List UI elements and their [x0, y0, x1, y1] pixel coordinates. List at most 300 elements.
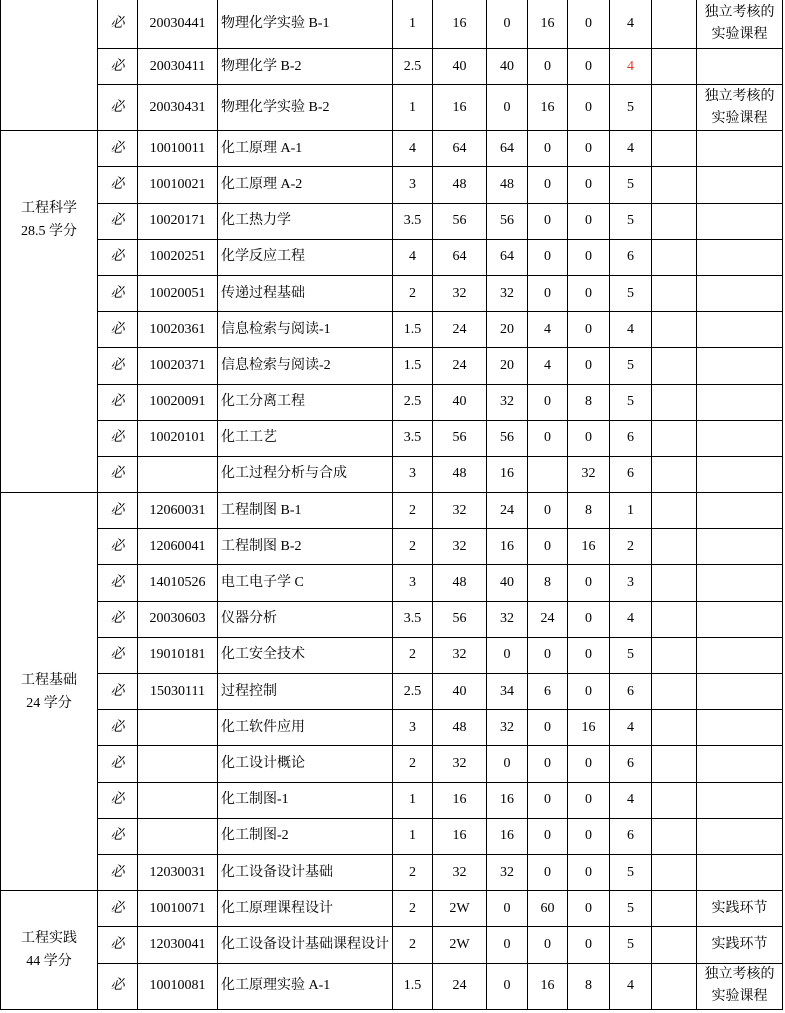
- remarks-cell: [697, 783, 783, 819]
- semester-cell: 5: [610, 385, 652, 421]
- credits-cell: 3: [393, 565, 433, 601]
- practice-hours-cell: 0: [568, 167, 610, 203]
- lab-hours-cell: 0: [528, 385, 568, 421]
- lab-hours-cell: 0: [528, 167, 568, 203]
- semester-cell: 4: [610, 964, 652, 1010]
- remarks-cell: [697, 927, 783, 963]
- course-code-cell: 10020101: [138, 421, 218, 457]
- course-name-cell: 化学反应工程: [218, 240, 393, 276]
- total-hours-cell: 40: [433, 385, 487, 421]
- total-hours-cell: 64: [433, 240, 487, 276]
- requirement-cell: 必: [98, 855, 138, 891]
- course-code-cell: 14010526: [138, 565, 218, 601]
- practice-hours-cell: 8: [568, 964, 610, 1010]
- remarks-cell: [697, 674, 783, 710]
- blank-cell: [652, 85, 697, 131]
- course-name-cell: 化工安全技术: [218, 638, 393, 674]
- remarks-cell: [697, 131, 783, 167]
- course-code-cell: 12060031: [138, 493, 218, 529]
- course-code-cell: 12030041: [138, 927, 218, 963]
- blank-cell: [652, 746, 697, 782]
- semester-cell: 6: [610, 746, 652, 782]
- lab-hours-cell: [528, 457, 568, 493]
- total-hours-cell: 2W: [433, 927, 487, 963]
- remarks-cell: [697, 529, 783, 565]
- course-code-cell: 20030441: [138, 0, 218, 49]
- requirement-cell: 必: [98, 710, 138, 746]
- course-code-cell: 12060041: [138, 529, 218, 565]
- requirement-cell: 必: [98, 0, 138, 49]
- total-hours-cell: 24: [433, 348, 487, 384]
- blank-cell: [652, 891, 697, 927]
- lab-hours-cell: 16: [528, 0, 568, 49]
- remarks-cell: [697, 565, 783, 601]
- course-code-cell: 10020051: [138, 276, 218, 312]
- total-hours-cell: 32: [433, 638, 487, 674]
- semester-cell: 6: [610, 421, 652, 457]
- course-code-cell: 10010011: [138, 131, 218, 167]
- blank-cell: [652, 674, 697, 710]
- practice-hours-cell: 0: [568, 602, 610, 638]
- practice-hours-cell: 0: [568, 348, 610, 384]
- blank-cell: [652, 529, 697, 565]
- course-code-cell: 10020371: [138, 348, 218, 384]
- remarks-cell: [697, 493, 783, 529]
- course-name-cell: 化工软件应用: [218, 710, 393, 746]
- total-hours-cell: 16: [433, 85, 487, 131]
- lecture-hours-cell: 64: [487, 240, 528, 276]
- credits-cell: 4: [393, 240, 433, 276]
- total-hours-cell: 32: [433, 746, 487, 782]
- total-hours-cell: 24: [433, 312, 487, 348]
- blank-cell: [652, 927, 697, 963]
- course-code-cell: [138, 783, 218, 819]
- requirement-cell: 必: [98, 493, 138, 529]
- requirement-cell: 必: [98, 819, 138, 855]
- lecture-hours-cell: 32: [487, 276, 528, 312]
- total-hours-cell: 56: [433, 204, 487, 240]
- requirement-cell: 必: [98, 276, 138, 312]
- credits-cell: 2: [393, 927, 433, 963]
- lab-hours-cell: 0: [528, 240, 568, 276]
- lab-hours-cell: 6: [528, 674, 568, 710]
- semester-cell: 5: [610, 85, 652, 131]
- blank-cell: [652, 819, 697, 855]
- credits-cell: 4: [393, 131, 433, 167]
- course-code-cell: 20030411: [138, 49, 218, 85]
- lab-hours-cell: 0: [528, 49, 568, 85]
- semester-cell: 6: [610, 457, 652, 493]
- requirement-cell: 必: [98, 602, 138, 638]
- lecture-hours-cell: 48: [487, 167, 528, 203]
- requirement-cell: 必: [98, 565, 138, 601]
- lecture-hours-cell: 64: [487, 131, 528, 167]
- lab-hours-cell: 0: [528, 204, 568, 240]
- practice-hours-cell: 0: [568, 49, 610, 85]
- course-code-cell: 10020091: [138, 385, 218, 421]
- remarks-line: 实验课程: [711, 989, 768, 1004]
- lecture-hours-cell: 20: [487, 348, 528, 384]
- course-name-cell: 化工设备设计基础课程设计: [218, 927, 393, 963]
- lab-hours-cell: 0: [528, 855, 568, 891]
- credits-cell: 1.5: [393, 348, 433, 384]
- practice-hours-cell: 0: [568, 819, 610, 855]
- requirement-cell: 必: [98, 240, 138, 276]
- course-name-cell: 化工制图-1: [218, 783, 393, 819]
- practice-hours-cell: 0: [568, 746, 610, 782]
- credits-cell: 3.5: [393, 602, 433, 638]
- blank-cell: [652, 855, 697, 891]
- requirement-cell: 必: [98, 746, 138, 782]
- course-code-cell: 10020361: [138, 312, 218, 348]
- requirement-cell: 必: [98, 312, 138, 348]
- remarks-cell: [697, 312, 783, 348]
- requirement-cell: 必: [98, 457, 138, 493]
- remarks-cell: [697, 385, 783, 421]
- course-name-cell: 化工制图-2: [218, 819, 393, 855]
- blank-cell: [652, 167, 697, 203]
- practice-hours-cell: 0: [568, 131, 610, 167]
- course-name-cell: 化工过程分析与合成: [218, 457, 393, 493]
- practice-hours-cell: 16: [568, 710, 610, 746]
- category-name: 工程基础: [21, 672, 77, 688]
- total-hours-cell: 40: [433, 49, 487, 85]
- course-name-cell: 工程制图 B-2: [218, 529, 393, 565]
- course-name-cell: 工程制图 B-1: [218, 493, 393, 529]
- blank-cell: [652, 49, 697, 85]
- total-hours-cell: 16: [433, 819, 487, 855]
- credits-cell: 1: [393, 85, 433, 131]
- practice-hours-cell: 16: [568, 529, 610, 565]
- category-name: 工程实践: [21, 930, 77, 946]
- practice-hours-cell: 0: [568, 276, 610, 312]
- practice-hours-cell: 0: [568, 565, 610, 601]
- credits-cell: 1: [393, 0, 433, 49]
- category-cell: [1, 493, 98, 891]
- course-name-cell: 化工原理课程设计: [218, 891, 393, 927]
- total-hours-cell: 48: [433, 167, 487, 203]
- lecture-hours-cell: 32: [487, 602, 528, 638]
- blank-cell: [652, 493, 697, 529]
- lecture-hours-cell: 0: [487, 0, 528, 49]
- remarks-line: 独立考核的: [704, 5, 775, 20]
- credits-cell: 2: [393, 746, 433, 782]
- total-hours-cell: 16: [433, 0, 487, 49]
- requirement-cell: 必: [98, 167, 138, 203]
- lecture-hours-cell: 32: [487, 710, 528, 746]
- remarks-cell: [697, 457, 783, 493]
- remarks-cell: [697, 638, 783, 674]
- practice-hours-cell: 0: [568, 891, 610, 927]
- semester-cell: 3: [610, 565, 652, 601]
- course-name-cell: 信息检索与阅读-1: [218, 312, 393, 348]
- remarks-cell: [697, 348, 783, 384]
- credits-cell: 2.5: [393, 385, 433, 421]
- blank-cell: [652, 638, 697, 674]
- remarks-cell: [697, 0, 783, 49]
- blank-cell: [652, 385, 697, 421]
- course-name-cell: 传递过程基础: [218, 276, 393, 312]
- credits-cell: 2: [393, 276, 433, 312]
- remarks-cell: [697, 891, 783, 927]
- blank-cell: [652, 276, 697, 312]
- lecture-hours-cell: 32: [487, 855, 528, 891]
- total-hours-cell: 48: [433, 710, 487, 746]
- semester-cell: 5: [610, 927, 652, 963]
- course-code-cell: [138, 710, 218, 746]
- credits-cell: 2: [393, 529, 433, 565]
- total-hours-cell: 56: [433, 421, 487, 457]
- lab-hours-cell: 0: [528, 783, 568, 819]
- course-name-cell: 化工原理 A-1: [218, 131, 393, 167]
- total-hours-cell: 56: [433, 602, 487, 638]
- remarks-cell: [697, 602, 783, 638]
- course-name-cell: 化工热力学: [218, 204, 393, 240]
- credits-cell: 1.5: [393, 312, 433, 348]
- blank-cell: [652, 421, 697, 457]
- remarks-cell: [697, 421, 783, 457]
- practice-hours-cell: 0: [568, 240, 610, 276]
- category-credits: 28.5 学分: [21, 224, 77, 240]
- practice-hours-cell: 0: [568, 0, 610, 49]
- lecture-hours-cell: 0: [487, 85, 528, 131]
- category-credits: 44 学分: [26, 953, 72, 969]
- practice-hours-cell: 8: [568, 385, 610, 421]
- lab-hours-cell: 8: [528, 565, 568, 601]
- total-hours-cell: 64: [433, 131, 487, 167]
- lab-hours-cell: 0: [528, 638, 568, 674]
- lecture-hours-cell: 34: [487, 674, 528, 710]
- lab-hours-cell: 4: [528, 348, 568, 384]
- lecture-hours-cell: 20: [487, 312, 528, 348]
- practice-hours-cell: 32: [568, 457, 610, 493]
- lecture-hours-cell: 0: [487, 964, 528, 1010]
- total-hours-cell: 2W: [433, 891, 487, 927]
- requirement-cell: 必: [98, 385, 138, 421]
- lecture-hours-cell: 24: [487, 493, 528, 529]
- credits-cell: 1: [393, 783, 433, 819]
- course-code-cell: 10010021: [138, 167, 218, 203]
- blank-cell: [652, 565, 697, 601]
- semester-cell: 4: [610, 312, 652, 348]
- total-hours-cell: 32: [433, 855, 487, 891]
- total-hours-cell: 16: [433, 783, 487, 819]
- requirement-cell: 必: [98, 783, 138, 819]
- course-name-cell: 过程控制: [218, 674, 393, 710]
- semester-cell: 4: [610, 0, 652, 49]
- lecture-hours-cell: 16: [487, 783, 528, 819]
- total-hours-cell: 40: [433, 674, 487, 710]
- requirement-cell: 必: [98, 348, 138, 384]
- course-name-cell: 物理化学 B-2: [218, 49, 393, 85]
- lab-hours-cell: 16: [528, 85, 568, 131]
- course-name-cell: 化工设备设计基础: [218, 855, 393, 891]
- requirement-cell: 必: [98, 891, 138, 927]
- blank-cell: [652, 710, 697, 746]
- course-code-cell: [138, 457, 218, 493]
- practice-hours-cell: 0: [568, 855, 610, 891]
- lab-hours-cell: 0: [528, 529, 568, 565]
- semester-cell: 5: [610, 348, 652, 384]
- semester-cell: 4: [610, 131, 652, 167]
- semester-cell: 6: [610, 674, 652, 710]
- total-hours-cell: 32: [433, 276, 487, 312]
- semester-cell: 5: [610, 855, 652, 891]
- course-name-cell: 化工工艺: [218, 421, 393, 457]
- credits-cell: 2.5: [393, 674, 433, 710]
- practice-hours-cell: 0: [568, 927, 610, 963]
- credits-cell: 3.5: [393, 204, 433, 240]
- remarks-cell: [697, 204, 783, 240]
- total-hours-cell: 48: [433, 457, 487, 493]
- credits-cell: 2.5: [393, 49, 433, 85]
- practice-hours-cell: 8: [568, 493, 610, 529]
- lab-hours-cell: 16: [528, 964, 568, 1010]
- credits-cell: 2: [393, 855, 433, 891]
- blank-cell: [652, 783, 697, 819]
- course-code-cell: [138, 819, 218, 855]
- credits-cell: 3.5: [393, 421, 433, 457]
- blank-cell: [652, 131, 697, 167]
- semester-cell: 5: [610, 204, 652, 240]
- semester-cell: 4: [610, 49, 652, 85]
- lecture-hours-cell: 56: [487, 421, 528, 457]
- lab-hours-cell: 0: [528, 746, 568, 782]
- lecture-hours-cell: 0: [487, 927, 528, 963]
- semester-cell: 5: [610, 167, 652, 203]
- lecture-hours-cell: 32: [487, 385, 528, 421]
- semester-cell: 5: [610, 638, 652, 674]
- course-code-cell: 10020171: [138, 204, 218, 240]
- lab-hours-cell: 0: [528, 131, 568, 167]
- course-code-cell: 10020251: [138, 240, 218, 276]
- total-hours-cell: 48: [433, 565, 487, 601]
- lecture-hours-cell: 16: [487, 819, 528, 855]
- requirement-cell: 必: [98, 204, 138, 240]
- practice-hours-cell: 0: [568, 783, 610, 819]
- remarks-cell: [697, 49, 783, 85]
- category-cell: [1, 891, 98, 1009]
- course-code-cell: 10010081: [138, 964, 218, 1010]
- requirement-cell: 必: [98, 131, 138, 167]
- requirement-cell: 必: [98, 638, 138, 674]
- lecture-hours-cell: 0: [487, 746, 528, 782]
- blank-cell: [652, 348, 697, 384]
- category-credits: 24 学分: [26, 695, 72, 711]
- course-code-cell: [138, 746, 218, 782]
- requirement-cell: 必: [98, 421, 138, 457]
- remarks-cell: [697, 167, 783, 203]
- semester-cell: 5: [610, 891, 652, 927]
- credits-cell: 3: [393, 457, 433, 493]
- course-code-cell: 20030603: [138, 602, 218, 638]
- remarks-cell: [697, 276, 783, 312]
- blank-cell: [652, 204, 697, 240]
- blank-cell: [652, 240, 697, 276]
- lab-hours-cell: 0: [528, 276, 568, 312]
- requirement-cell: 必: [98, 529, 138, 565]
- lab-hours-cell: 0: [528, 493, 568, 529]
- course-name-cell: 物理化学实验 B-1: [218, 0, 393, 49]
- remarks-line: 实践环节: [711, 900, 768, 916]
- course-name-cell: 化工原理 A-2: [218, 167, 393, 203]
- remarks-cell: [697, 746, 783, 782]
- remarks-line: 独立考核的: [704, 88, 775, 104]
- remarks-cell: [697, 85, 783, 131]
- lab-hours-cell: 0: [528, 710, 568, 746]
- lecture-hours-cell: 0: [487, 891, 528, 927]
- credits-cell: 2: [393, 638, 433, 674]
- remarks-cell: [697, 964, 783, 1010]
- remarks-line: 实验课程: [711, 27, 768, 42]
- practice-hours-cell: 0: [568, 421, 610, 457]
- lab-hours-cell: 24: [528, 602, 568, 638]
- category-cell: [1, 0, 98, 131]
- practice-hours-cell: 0: [568, 674, 610, 710]
- lab-hours-cell: 60: [528, 891, 568, 927]
- blank-cell: [652, 457, 697, 493]
- credits-cell: 3: [393, 710, 433, 746]
- credits-cell: 1.5: [393, 964, 433, 1010]
- semester-cell: 5: [610, 276, 652, 312]
- requirement-cell: 必: [98, 927, 138, 963]
- credits-cell: 3: [393, 167, 433, 203]
- lecture-hours-cell: 56: [487, 204, 528, 240]
- lab-hours-cell: 0: [528, 421, 568, 457]
- course-code-cell: 20030431: [138, 85, 218, 131]
- course-name-cell: 仪器分析: [218, 602, 393, 638]
- blank-cell: [652, 0, 697, 49]
- course-code-cell: 10010071: [138, 891, 218, 927]
- total-hours-cell: 24: [433, 964, 487, 1010]
- course-code-cell: 12030031: [138, 855, 218, 891]
- remarks-cell: [697, 819, 783, 855]
- credits-cell: 2: [393, 891, 433, 927]
- remarks-cell: [697, 240, 783, 276]
- lecture-hours-cell: 0: [487, 638, 528, 674]
- blank-cell: [652, 964, 697, 1010]
- semester-cell: 6: [610, 240, 652, 276]
- lecture-hours-cell: 16: [487, 529, 528, 565]
- lecture-hours-cell: 40: [487, 565, 528, 601]
- course-name-cell: 电工电子学 C: [218, 565, 393, 601]
- remarks-cell: [697, 710, 783, 746]
- course-code-cell: 15030111: [138, 674, 218, 710]
- remarks-line: 实验课程: [711, 110, 768, 126]
- requirement-cell: 必: [98, 85, 138, 131]
- semester-cell: 2: [610, 529, 652, 565]
- course-name-cell: 化工分离工程: [218, 385, 393, 421]
- credits-cell: 2: [393, 493, 433, 529]
- practice-hours-cell: 0: [568, 204, 610, 240]
- practice-hours-cell: 0: [568, 85, 610, 131]
- semester-cell: 1: [610, 493, 652, 529]
- total-hours-cell: 32: [433, 493, 487, 529]
- semester-cell: 4: [610, 783, 652, 819]
- lab-hours-cell: 0: [528, 819, 568, 855]
- practice-hours-cell: 0: [568, 638, 610, 674]
- lecture-hours-cell: 40: [487, 49, 528, 85]
- remarks-cell: [697, 855, 783, 891]
- requirement-cell: 必: [98, 964, 138, 1010]
- semester-cell: 6: [610, 819, 652, 855]
- semester-cell: 4: [610, 710, 652, 746]
- course-code-cell: 19010181: [138, 638, 218, 674]
- lab-hours-cell: 4: [528, 312, 568, 348]
- lecture-hours-cell: 16: [487, 457, 528, 493]
- requirement-cell: 必: [98, 49, 138, 85]
- course-name-cell: 信息检索与阅读-2: [218, 348, 393, 384]
